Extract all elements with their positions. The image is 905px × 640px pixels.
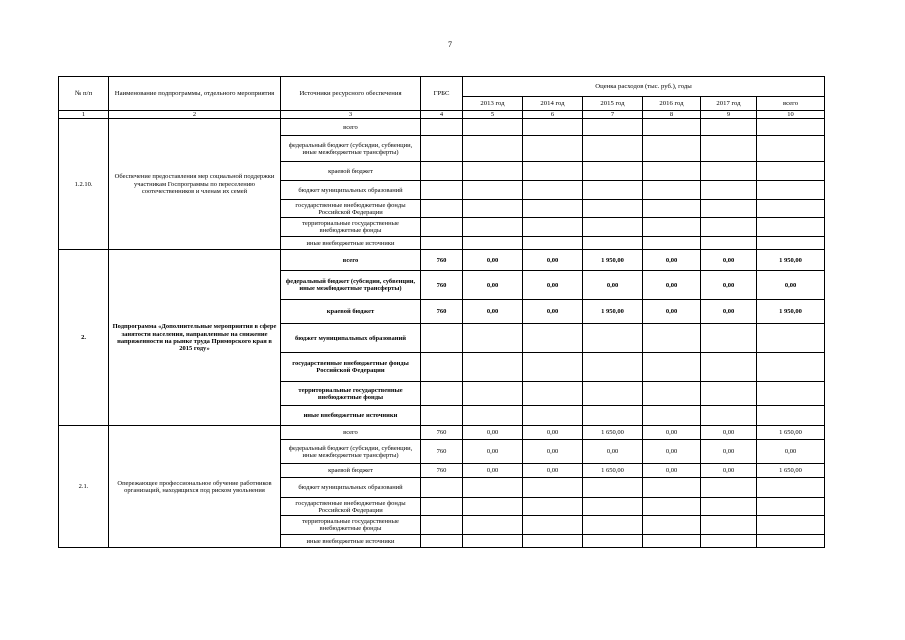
year-value: 0,00 [643,271,701,300]
year-value: 0,00 [523,464,583,478]
grbs-code [421,218,463,237]
total-value: 0,00 [757,271,825,300]
table-row [59,426,825,440]
total-value [757,136,825,162]
funding-source: федеральный бюджет (субсидии, субвенции, иные межбюджетные трансферты) [281,440,421,464]
year-value [701,406,757,426]
year-value [463,498,523,516]
year-value: 0,00 [701,426,757,440]
grbs-code [421,237,463,250]
year-value [643,237,701,250]
year-value [463,478,523,498]
grbs-code: 760 [421,250,463,271]
header-year: 2013 год [463,97,523,111]
total-value [757,200,825,218]
year-value [583,478,643,498]
total-value [757,535,825,548]
column-number: 5 [463,111,523,119]
year-value [701,516,757,535]
total-value [757,406,825,426]
year-value [463,136,523,162]
grbs-code [421,200,463,218]
year-value [583,382,643,406]
year-value: 0,00 [701,464,757,478]
year-value [701,237,757,250]
grbs-code: 760 [421,464,463,478]
year-value [463,535,523,548]
year-value [643,119,701,136]
total-value [757,498,825,516]
year-value: 0,00 [701,271,757,300]
year-value [523,478,583,498]
item-number: 2.1. [59,426,109,548]
year-value [701,478,757,498]
year-value [643,136,701,162]
year-value [643,382,701,406]
grbs-code [421,535,463,548]
budget-table [58,76,825,548]
grbs-code [421,478,463,498]
total-value: 1 650,00 [757,426,825,440]
year-value: 0,00 [463,250,523,271]
year-value [583,119,643,136]
year-value [643,478,701,498]
year-value [701,382,757,406]
funding-source: территориальные государственные внебюджетные фонды [281,218,421,237]
funding-source: территориальные государственные внебюджетные фонды [281,382,421,406]
year-value [523,516,583,535]
year-value [643,218,701,237]
page-number: 7 [448,40,452,49]
grbs-code [421,382,463,406]
total-value [757,181,825,200]
year-value [523,181,583,200]
funding-source: всего [281,250,421,271]
item-number: 2. [59,250,109,426]
year-value: 0,00 [643,426,701,440]
total-value: 0,00 [757,440,825,464]
year-value [463,516,523,535]
grbs-code: 760 [421,440,463,464]
funding-source: территориальные государственные внебюджетные фонды [281,516,421,535]
year-value: 0,00 [463,464,523,478]
year-value [523,237,583,250]
item-name: Опережающее профессиональное обучение работников организаций, находящихся под риском увольнения [109,426,281,548]
year-value [701,162,757,181]
grbs-code: 760 [421,271,463,300]
column-number: 6 [523,111,583,119]
year-value [463,119,523,136]
column-number: 4 [421,111,463,119]
item-name: Подпрограмма «Дополнительные мероприятия в сфере занятости населения, направленные на снижение напряженности на рынке труда Приморского края в 2015 году» [109,250,281,426]
total-value: 1 950,00 [757,300,825,324]
year-value [701,535,757,548]
header-year: 2017 год [701,97,757,111]
funding-source: краевой бюджет [281,300,421,324]
year-value [701,200,757,218]
column-number: 7 [583,111,643,119]
table-body [59,119,825,548]
year-value [523,498,583,516]
header-year: 2014 год [523,97,583,111]
header-estimate: Оценка расходов (тыс. руб.), годы [463,77,825,97]
grbs-code [421,516,463,535]
year-value: 0,00 [643,250,701,271]
year-value: 0,00 [523,250,583,271]
column-number: 2 [109,111,281,119]
year-value [583,353,643,382]
year-value [701,119,757,136]
total-value [757,324,825,353]
total-value [757,218,825,237]
year-value: 0,00 [523,440,583,464]
year-value [583,237,643,250]
year-value [583,200,643,218]
item-name: Обеспечение предоставления мер социальной поддержки участникам Госпрограммы по переселению соотечественников и членам их семей [109,119,281,250]
year-value: 0,00 [463,440,523,464]
funding-source: бюджет муниципальных образований [281,478,421,498]
column-number: 1 [59,111,109,119]
column-number: 10 [757,111,825,119]
grbs-code [421,498,463,516]
funding-source: федеральный бюджет (субсидии, субвенции, иные межбюджетные трансферты) [281,136,421,162]
year-value [463,353,523,382]
item-number: 1.2.10. [59,119,109,250]
year-value [523,406,583,426]
year-value: 0,00 [701,250,757,271]
year-value [523,200,583,218]
year-value: 0,00 [463,426,523,440]
year-value [463,382,523,406]
year-value: 1 650,00 [583,464,643,478]
year-value [463,406,523,426]
year-value [583,136,643,162]
header-grbs: ГРБС [421,77,463,111]
year-value: 0,00 [701,300,757,324]
total-value [757,382,825,406]
year-value: 0,00 [583,271,643,300]
year-value: 0,00 [643,300,701,324]
year-value [701,498,757,516]
year-value [583,535,643,548]
table-row [59,119,825,136]
funding-source: всего [281,119,421,136]
header-year: 2016 год [643,97,701,111]
year-value [523,136,583,162]
total-value [757,478,825,498]
total-value [757,353,825,382]
grbs-code [421,324,463,353]
total-value [757,162,825,181]
year-value: 0,00 [523,271,583,300]
funding-source: краевой бюджет [281,464,421,478]
grbs-code [421,162,463,181]
grbs-code [421,406,463,426]
grbs-code [421,353,463,382]
header-name: Наименование подпрограммы, отдельного мероприятия [109,77,281,111]
total-value: 1 650,00 [757,464,825,478]
year-value [583,498,643,516]
year-value [523,218,583,237]
year-value [463,237,523,250]
year-value [643,324,701,353]
year-value [643,200,701,218]
year-value [701,181,757,200]
year-value [463,218,523,237]
year-value [583,162,643,181]
year-value: 1 650,00 [583,426,643,440]
year-value: 1 950,00 [583,250,643,271]
funding-source: государственные внебюджетные фонды Российской Федерации [281,498,421,516]
year-value [643,406,701,426]
year-value [523,162,583,181]
year-value: 0,00 [643,464,701,478]
year-value [523,119,583,136]
funding-source: бюджет муниципальных образований [281,324,421,353]
header-total: всего [757,97,825,111]
total-value [757,237,825,250]
year-value [643,535,701,548]
header-num: № п/п [59,77,109,111]
funding-source: федеральный бюджет (субсидии, субвенции, иные межбюджетные трансферты) [281,271,421,300]
year-value [643,516,701,535]
table-row [59,250,825,271]
year-value [643,162,701,181]
total-value [757,516,825,535]
grbs-code [421,119,463,136]
funding-source: государственные внебюджетные фонды Российской Федерации [281,200,421,218]
year-value [583,406,643,426]
funding-source: государственные внебюджетные фонды Российской Федерации [281,353,421,382]
grbs-code: 760 [421,426,463,440]
grbs-code [421,136,463,162]
header-year: 2015 год [583,97,643,111]
column-number: 8 [643,111,701,119]
year-value [583,181,643,200]
year-value: 0,00 [463,300,523,324]
year-value: 0,00 [701,440,757,464]
total-value [757,119,825,136]
year-value: 1 950,00 [583,300,643,324]
year-value: 0,00 [643,440,701,464]
year-value [701,136,757,162]
year-value [523,382,583,406]
year-value [643,181,701,200]
year-value [583,516,643,535]
column-number: 3 [281,111,421,119]
year-value [701,353,757,382]
year-value [701,324,757,353]
year-value: 0,00 [583,440,643,464]
funding-source: бюджет муниципальных образований [281,181,421,200]
grbs-code: 760 [421,300,463,324]
funding-source: краевой бюджет [281,162,421,181]
year-value: 0,00 [523,426,583,440]
column-number: 9 [701,111,757,119]
year-value [643,353,701,382]
funding-source: иные внебюджетные источники [281,237,421,250]
grbs-code [421,181,463,200]
total-value: 1 950,00 [757,250,825,271]
year-value [523,535,583,548]
year-value [463,162,523,181]
header-source: Источники ресурсного обеспечения [281,77,421,111]
year-value: 0,00 [523,300,583,324]
year-value [583,324,643,353]
year-value [463,324,523,353]
funding-source: иные внебюджетные источники [281,535,421,548]
year-value [523,353,583,382]
funding-source: всего [281,426,421,440]
funding-source: иные внебюджетные источники [281,406,421,426]
year-value [463,200,523,218]
year-value [463,181,523,200]
year-value [523,324,583,353]
year-value: 0,00 [463,271,523,300]
year-value [643,498,701,516]
year-value [583,218,643,237]
year-value [701,218,757,237]
